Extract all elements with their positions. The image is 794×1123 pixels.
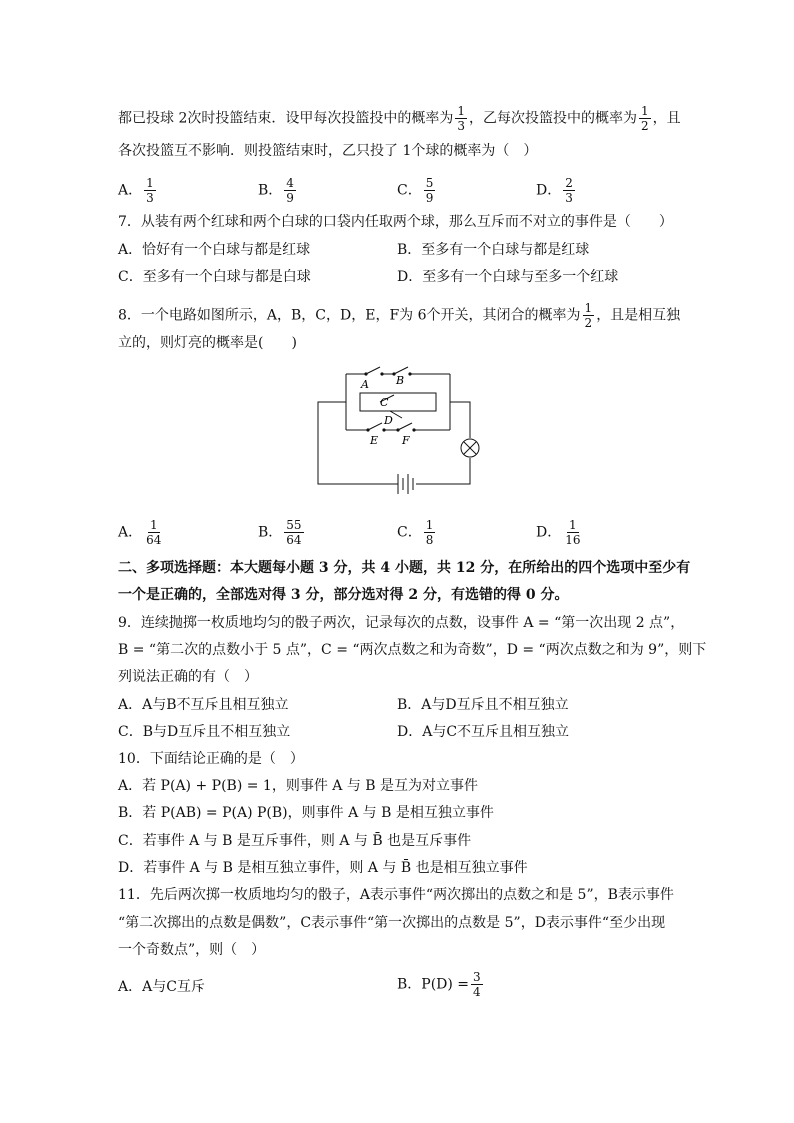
q11-line3: 一个奇数点”，则（ ） (118, 942, 266, 958)
section2-heading-line2: 一个是正确的，全部选对得 3 分，部分选对得 2 分，有选错的得 0 分。 (118, 587, 569, 603)
q10-stem: 10．下面结论正确的是（ ） (118, 751, 304, 767)
q10-option-d[interactable]: D．若事件 A 与 B 是相互独立事件，则 A 与 B̄ 也是相互独立事件 (118, 860, 528, 876)
q6-text-c: ，且 (652, 110, 681, 127)
q10-option-c[interactable]: C．若事件 A 与 B 是互斥事件，则 A 与 B̄ 也是互斥事件 (118, 833, 472, 849)
q11-line2: “第二次掷出的点数是偶数”，C表示事件“第一次掷出的点数是 5”，D表示事件“至少出现 (118, 915, 666, 931)
q6-option-b[interactable]: B． $\frac{4}{9}$ (258, 176, 294, 205)
q8-option-c[interactable]: C． $\frac{1}{8}$ (397, 518, 434, 547)
circuit-diagram (310, 362, 495, 494)
q8-option-a[interactable]: A． $\frac{1}{64}$ (118, 518, 162, 547)
q8-option-b[interactable]: B． $\frac{55}{64}$ (258, 518, 302, 547)
q9-option-c[interactable]: C．B与D互斥且不相互独立 (118, 724, 291, 740)
q8-fraction: $\frac{1}{2}$ (584, 301, 593, 330)
q6-option-d[interactable]: D． $\frac{2}{3}$ (536, 176, 573, 205)
q9-line3: 列说法正确的有（ ） (118, 669, 258, 685)
q7-option-c[interactable]: C．至多有一个白球与都是白球 (118, 269, 311, 285)
q9-option-a[interactable]: A．A与B不互斥且相互独立 (118, 697, 289, 713)
q11-line1: 11．先后两次掷一枚质地均匀的骰子，A表示事件“两次掷出的点数之和是 5”，B表示事件 (118, 887, 674, 903)
q6-text-a: 都已投球 2次时投篮结束．设甲每次投篮投中的概率为 (118, 110, 454, 127)
q6-fraction-1: $\frac{1}{3}$ (457, 104, 465, 133)
q9-option-d[interactable]: D．A与C不互斥且相互独立 (397, 724, 570, 740)
q7-option-a[interactable]: A．恰好有一个白球与都是红球 (118, 242, 311, 258)
switch-label-c: C (380, 396, 389, 409)
switch-label-a: A (361, 378, 369, 391)
q11-option-a[interactable]: A．A与C互斥 (118, 979, 205, 995)
section2-heading-line1: 二、多项选择题：本大题每小题 3 分，共 4 小题，共 12 分，在所给出的四个选项中至少有 (118, 560, 691, 576)
q7-stem: 7．从装有两个红球和两个白球的口袋内任取两个球，那么互斥而不对立的事件是（ ） (118, 214, 673, 230)
q6-text-b: ，乙每次投篮投中的概率为 (469, 110, 637, 127)
q6-line1 (118, 104, 681, 133)
q6-option-a[interactable]: A． $\frac{1}{3}$ (118, 176, 154, 205)
q6-line2: 各次投篮互不影响．则投篮结束时，乙只投了 1个球的概率为（ ） (118, 143, 538, 159)
q9-line1: 9．连续抛掷一枚质地均匀的骰子两次，记录每次的点数，设事件 A = “第一次出现 2 点”， (118, 615, 685, 631)
q8-line2: 立的，则灯亮的概率是( ) (118, 335, 297, 351)
q7-option-b[interactable]: B．至多有一个白球与都是红球 (397, 242, 590, 258)
switch-label-d: D (384, 414, 393, 427)
q9-option-b[interactable]: B．A与D互斥且不相互独立 (397, 697, 569, 713)
q6-fraction-2: $\frac{1}{2}$ (641, 104, 649, 133)
switch-label-f: F (402, 434, 410, 447)
q10-option-b[interactable]: B．若 P(AB) = P(A) P(B)，则事件 A 与 B 是相互独立事件 (118, 805, 494, 821)
q8-line1: 8．一个电路如图所示，A，B，C，D，E，F为 6个开关，其闭合的概率为 $\frac{1}{2}$ ，且是相互独 (118, 301, 681, 330)
q10-option-a[interactable]: A．若 P(A) + P(B) = 1，则事件 A 与 B 是互为对立事件 (118, 778, 479, 794)
q11-option-b[interactable]: B．P(D) = $\frac{3}{4}$ (397, 970, 481, 999)
switch-label-b: B (396, 374, 405, 387)
switch-label-e: E (370, 434, 379, 447)
q9-line2: B = “第二次的点数小于 5 点”，C = “两次点数之和为奇数”，D = “两次点数之和为 9”，则下 (118, 642, 707, 658)
q8-option-d[interactable]: D． $\frac{1}{16}$ (536, 518, 581, 547)
q7-option-d[interactable]: D．至多有一个白球与至多一个红球 (397, 269, 619, 285)
q6-option-c[interactable]: C． $\frac{5}{9}$ (397, 176, 434, 205)
